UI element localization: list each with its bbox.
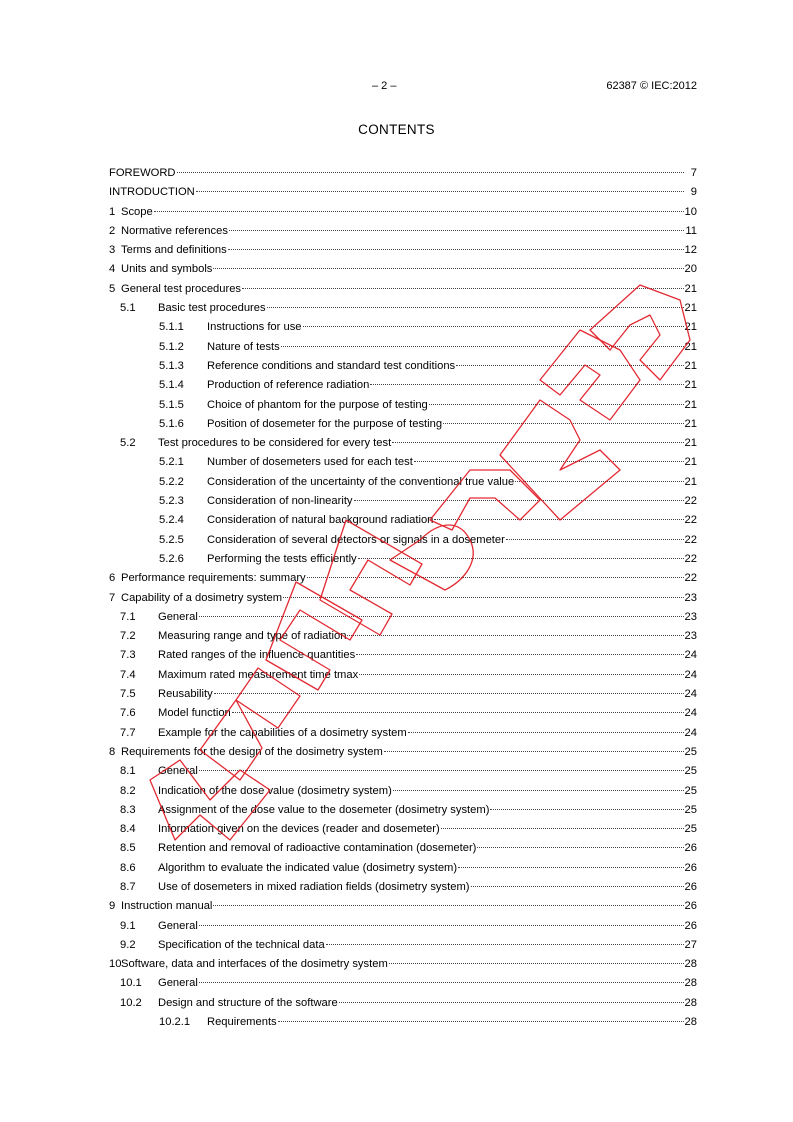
toc-entry-number: 5.1.1 <box>159 321 184 334</box>
toc-entry[interactable] <box>109 994 697 1013</box>
toc-entry-number: 8.7 <box>120 880 136 893</box>
dot-leader <box>370 383 683 385</box>
toc-entry[interactable] <box>109 357 697 376</box>
toc-entry-title: Design and structure of the software <box>158 996 338 1009</box>
dot-leader <box>213 267 683 269</box>
dot-leader <box>458 866 683 868</box>
toc-entry-title: Retention and removal of radioactive contamination (dosemeter) <box>158 842 477 855</box>
toc-entry-number: 7.6 <box>120 707 136 720</box>
toc-entry-page: 12 <box>684 244 697 257</box>
toc-entry[interactable] <box>109 666 697 685</box>
toc-entry-page: 26 <box>684 900 697 913</box>
toc-entry-title: Algorithm to evaluate the indicated value (dosimetry system) <box>158 861 458 874</box>
dot-leader <box>278 1020 684 1022</box>
toc-entry-title: Instruction manual <box>121 900 213 913</box>
dot-leader <box>232 711 684 713</box>
dot-leader <box>281 345 684 347</box>
dot-leader <box>356 653 683 655</box>
dot-leader <box>228 248 684 250</box>
toc-entry-title: Basic test procedures <box>158 302 266 315</box>
toc-entry-number: 7 <box>109 591 116 604</box>
toc-entry-title: Position of dosemeter for the purpose of testing <box>207 417 443 430</box>
toc-entry-title: Test procedures to be considered for every test <box>158 437 392 450</box>
toc-entry-number: 5.2.5 <box>159 533 184 546</box>
toc-entry-title: Use of dosemeters in mixed radiation fields (dosimetry system) <box>158 880 470 893</box>
toc-entry-number: 7.2 <box>120 630 136 643</box>
dot-leader <box>477 846 683 848</box>
toc-entry-page: 24 <box>684 707 697 720</box>
dot-leader <box>199 924 684 926</box>
toc-entry-number: 5.1.2 <box>159 340 184 353</box>
toc-entry[interactable] <box>109 550 697 569</box>
toc-entry[interactable] <box>109 492 697 511</box>
toc-entry[interactable] <box>109 415 697 434</box>
toc-entry[interactable] <box>109 396 697 415</box>
toc-entry-page: 26 <box>684 842 697 855</box>
toc-entry-number: 8.1 <box>120 765 136 778</box>
toc-entry-page: 21 <box>684 417 697 430</box>
toc-entry-title: Units and symbols <box>121 263 213 276</box>
dot-leader <box>339 1001 684 1003</box>
toc-entry-page: 22 <box>684 495 697 508</box>
toc-entry-number: 4 <box>109 263 116 276</box>
toc-entry-number: 10.2.1 <box>159 1016 191 1029</box>
toc-entry-title: General <box>158 977 198 990</box>
toc-entry-title: Terms and definitions <box>121 244 227 257</box>
dot-leader <box>506 538 684 540</box>
toc-entry[interactable] <box>109 183 697 202</box>
dot-leader <box>359 673 683 675</box>
toc-entry[interactable] <box>109 839 697 858</box>
toc-entry[interactable] <box>109 859 697 878</box>
toc-entry-title: Consideration of several detectors or signals in a dosemeter <box>207 533 505 546</box>
toc-entry-page: 21 <box>684 475 697 488</box>
toc-entry-number: 5.1.5 <box>159 398 184 411</box>
toc-entry[interactable] <box>109 203 697 222</box>
toc-entry-title: Performing the tests efficiently <box>207 552 357 565</box>
toc-entry-page: 22 <box>684 514 697 527</box>
toc-entry-page: 21 <box>684 282 697 295</box>
toc-entry[interactable] <box>109 1013 697 1032</box>
toc-entry-page: 21 <box>684 359 697 372</box>
toc-entry-page: 7 <box>690 167 697 179</box>
dot-leader <box>214 692 684 694</box>
toc-entry-title: Capability of a dosimetry system <box>121 591 283 604</box>
toc-entry-title: Assignment of the dose value to the dosemeter (dosimetry system) <box>158 803 490 816</box>
toc-entry[interactable] <box>109 878 697 897</box>
toc-entry-title: Model function <box>158 707 231 720</box>
toc-entry-page: 21 <box>684 321 697 334</box>
toc-entry[interactable] <box>109 589 697 608</box>
toc-entry-page: 25 <box>684 803 697 816</box>
toc-entry[interactable] <box>109 376 697 395</box>
toc-entry[interactable] <box>109 704 697 723</box>
toc-entry-number: 8 <box>109 745 116 758</box>
toc-entry-number: 8.2 <box>120 784 136 797</box>
dot-leader <box>441 827 684 829</box>
toc-entry-title: Reference conditions and standard test conditions <box>207 359 456 372</box>
toc-entry[interactable] <box>109 974 697 993</box>
dot-leader <box>199 769 684 771</box>
toc-entry[interactable] <box>109 531 697 550</box>
toc-entry-title: Maximum rated measurement time tmax <box>158 668 359 681</box>
toc-entry[interactable] <box>109 338 697 357</box>
toc-entry-number: 8.4 <box>120 823 136 836</box>
toc-entry[interactable] <box>109 222 697 241</box>
toc-entry-number: 10.1 <box>120 977 142 990</box>
toc-entry-title: Specification of the technical data <box>158 938 325 951</box>
toc-entry-title: Consideration of the uncertainty of the conventional true value <box>207 475 515 488</box>
toc-entry[interactable] <box>109 260 697 279</box>
toc-entry[interactable] <box>109 724 697 743</box>
dot-leader <box>384 750 684 752</box>
table-of-contents <box>109 164 697 1032</box>
toc-entry-title: Consideration of natural background radiation <box>207 514 434 527</box>
toc-entry-title: Reusability <box>158 688 213 701</box>
toc-entry-number: 9.1 <box>120 919 136 932</box>
dot-leader <box>154 210 684 212</box>
page-header <box>0 80 793 94</box>
toc-entry-title: Number of dosemeters used for each test <box>207 456 413 469</box>
toc-entry-title: INTRODUCTION <box>109 186 195 199</box>
toc-entry-number: 8.5 <box>120 842 136 855</box>
dot-leader <box>434 518 683 520</box>
toc-entry[interactable] <box>109 280 697 299</box>
toc-entry-title: Requirements for the design of the dosimetry system <box>121 745 383 758</box>
toc-entry-title: General <box>158 765 198 778</box>
toc-entry-page: 22 <box>684 572 697 585</box>
toc-entry-number: 3 <box>109 244 116 257</box>
toc-entry-title: Instructions for use <box>207 321 302 334</box>
contents-heading: CONTENTS <box>358 122 435 137</box>
toc-entry[interactable] <box>109 318 697 337</box>
toc-entry-number: 7.3 <box>120 649 136 662</box>
toc-entry[interactable] <box>109 511 697 530</box>
dot-leader <box>326 943 684 945</box>
toc-entry[interactable] <box>109 164 697 183</box>
toc-entry-title: General <box>158 919 198 932</box>
toc-entry-page: 26 <box>684 880 697 893</box>
toc-entry-page: 11 <box>685 224 697 237</box>
document-id: 62387 © IEC:2012 <box>606 80 697 92</box>
dot-leader <box>490 808 683 810</box>
toc-entry[interactable] <box>109 743 697 762</box>
toc-entry-title: Scope <box>121 205 153 218</box>
toc-entry-number: 5.1 <box>120 302 136 315</box>
toc-entry-number: 7.5 <box>120 688 136 701</box>
toc-entry-number: 8.3 <box>120 803 136 816</box>
toc-entry-page: 9 <box>690 186 697 199</box>
dot-leader <box>408 731 684 733</box>
toc-entry-number: 10 <box>109 958 122 971</box>
toc-entry-title: Requirements <box>207 1016 277 1029</box>
toc-entry-title: Software, data and interfaces of the dosimetry system <box>121 958 388 971</box>
toc-entry-number: 7.7 <box>120 726 136 739</box>
toc-entry[interactable] <box>109 955 697 974</box>
toc-entry-number: 5.2.2 <box>159 475 184 488</box>
dot-leader <box>456 364 683 366</box>
toc-entry-number: 5.1.4 <box>159 379 184 392</box>
toc-entry[interactable] <box>109 453 697 472</box>
toc-entry-page: 28 <box>684 977 697 990</box>
toc-entry[interactable] <box>109 782 697 801</box>
toc-entry-page: 21 <box>684 340 697 353</box>
dot-leader <box>303 325 684 327</box>
toc-entry-title: General test procedures <box>121 282 242 295</box>
toc-entry-page: 24 <box>684 668 697 681</box>
toc-entry-title: Choice of phantom for the purpose of testing <box>207 398 428 411</box>
toc-entry-page: 25 <box>684 823 697 836</box>
dot-leader <box>347 634 683 636</box>
toc-entry[interactable] <box>109 627 697 646</box>
toc-entry-page: 10 <box>684 205 697 218</box>
toc-entry[interactable] <box>109 820 697 839</box>
toc-entry-number: 9 <box>109 900 116 913</box>
dot-leader <box>389 962 684 964</box>
toc-entry[interactable] <box>109 897 697 916</box>
page-number: – 2 – <box>372 80 397 92</box>
toc-entry-page: 25 <box>684 765 697 778</box>
dot-leader <box>414 460 684 462</box>
dot-leader <box>267 306 684 308</box>
toc-entry-page: 28 <box>684 958 697 971</box>
toc-entry-number: 7.1 <box>120 610 136 623</box>
toc-entry-title: FOREWORD <box>109 167 176 179</box>
dot-leader <box>199 615 684 617</box>
dot-leader <box>199 981 684 983</box>
toc-entry-title: Production of reference radiation <box>207 379 370 392</box>
dot-leader <box>307 576 684 578</box>
toc-entry-title: Information given on the devices (reader and dosemeter) <box>158 823 440 836</box>
toc-entry-page: 21 <box>684 379 697 392</box>
toc-entry-page: 28 <box>684 996 697 1009</box>
dot-leader <box>392 441 683 443</box>
toc-entry-number: 7.4 <box>120 668 136 681</box>
dot-leader <box>515 480 683 482</box>
toc-entry-page: 25 <box>684 784 697 797</box>
toc-entry-page: 21 <box>684 302 697 315</box>
toc-entry-page: 20 <box>684 263 697 276</box>
toc-entry[interactable] <box>109 241 697 260</box>
toc-entry-number: 9.2 <box>120 938 136 951</box>
toc-entry-number: 5.2 <box>120 437 136 450</box>
toc-entry[interactable] <box>109 762 697 781</box>
toc-entry[interactable] <box>109 801 697 820</box>
dot-leader <box>229 229 684 231</box>
dot-leader <box>358 557 684 559</box>
toc-entry-page: 23 <box>684 610 697 623</box>
dot-leader <box>471 885 684 887</box>
toc-entry[interactable] <box>109 569 697 588</box>
dot-leader <box>177 171 685 173</box>
toc-entry-page: 25 <box>684 745 697 758</box>
toc-entry-number: 5.2.6 <box>159 552 184 565</box>
toc-entry-title: Rated ranges of the influence quantities <box>158 649 356 662</box>
toc-entry-page: 24 <box>684 726 697 739</box>
toc-entry-page: 22 <box>684 552 697 565</box>
dot-leader <box>283 596 684 598</box>
toc-entry[interactable] <box>109 685 697 704</box>
toc-entry-page: 26 <box>684 919 697 932</box>
toc-entry-title: Performance requirements: summary <box>121 572 306 585</box>
toc-entry-number: 5.2.3 <box>159 495 184 508</box>
toc-entry-page: 21 <box>684 456 697 469</box>
toc-entry-number: 5.1.3 <box>159 359 184 372</box>
toc-entry-page: 27 <box>684 938 697 951</box>
dot-leader <box>196 190 684 192</box>
toc-entry-number: 8.6 <box>120 861 136 874</box>
toc-entry[interactable] <box>109 936 697 955</box>
toc-entry-page: 26 <box>684 861 697 874</box>
toc-entry[interactable] <box>109 473 697 492</box>
toc-entry-number: 6 <box>109 572 116 585</box>
toc-entry-title: Example for the capabilities of a dosimetry system <box>158 726 407 739</box>
toc-entry-title: Normative references <box>121 224 228 237</box>
toc-entry[interactable] <box>109 608 697 627</box>
toc-entry-page: 23 <box>684 591 697 604</box>
toc-entry-page: 22 <box>684 533 697 546</box>
toc-entry-number: 5.2.1 <box>159 456 184 469</box>
toc-entry-number: 5.1.6 <box>159 417 184 430</box>
toc-entry-page: 24 <box>684 649 697 662</box>
toc-entry-title: Indication of the dose value (dosimetry system) <box>158 784 392 797</box>
toc-entry-title: Measuring range and type of radiation <box>158 630 347 643</box>
dot-leader <box>429 403 684 405</box>
toc-entry[interactable] <box>109 917 697 936</box>
toc-entry-number: 5.2.4 <box>159 514 184 527</box>
toc-entry-number: 1 <box>109 205 116 218</box>
toc-entry-number: 5 <box>109 282 116 295</box>
dot-leader <box>443 422 683 424</box>
toc-entry-title: Nature of tests <box>207 340 280 353</box>
toc-entry-number: 10.2 <box>120 996 142 1009</box>
toc-entry-number: 2 <box>109 224 116 237</box>
toc-entry-page: 23 <box>684 630 697 643</box>
toc-entry[interactable] <box>109 299 697 318</box>
dot-leader <box>213 904 683 906</box>
toc-entry-page: 21 <box>684 398 697 411</box>
toc-entry-title: Consideration of non-linearity <box>207 495 353 508</box>
toc-entry-page: 28 <box>684 1016 697 1029</box>
toc-entry-page: 24 <box>684 688 697 701</box>
toc-entry[interactable] <box>109 646 697 665</box>
dot-leader <box>393 789 684 791</box>
dot-leader <box>354 499 684 501</box>
toc-entry-page: 21 <box>684 437 697 450</box>
toc-entry-title: General <box>158 610 198 623</box>
toc-entry[interactable] <box>109 434 697 453</box>
dot-leader <box>242 287 684 289</box>
